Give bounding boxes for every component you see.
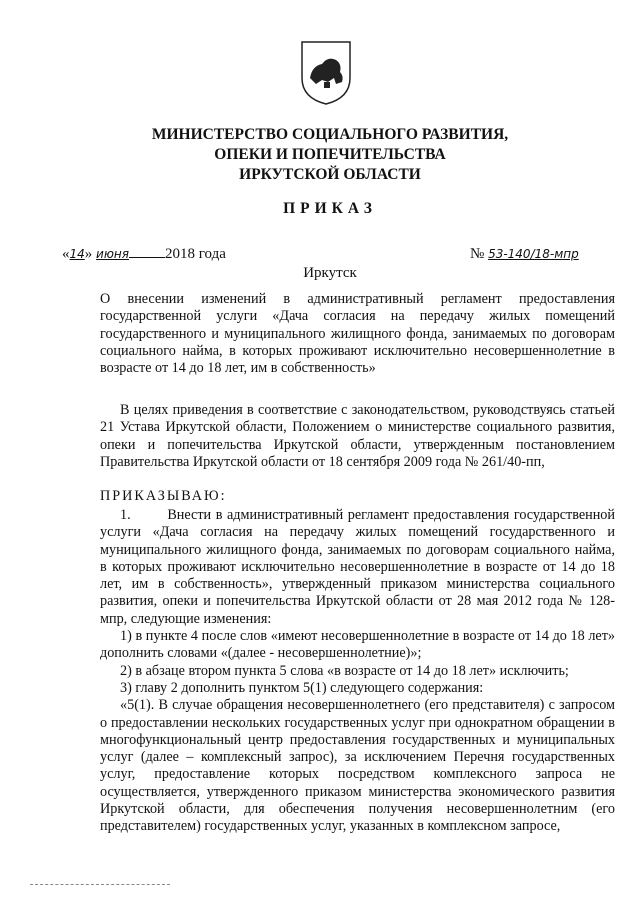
order-number-value: 53-140/18-мпр [488,247,579,261]
date-month: июня [96,247,129,261]
coat-of-arms-icon [298,38,354,106]
ministry-name-line3: ИРКУТСКОЙ ОБЛАСТИ [239,166,421,183]
footer-divider [30,884,170,885]
date-day: 14 [69,247,85,261]
ministry-name-line1: МИНИСТЕРСТВО СОЦИАЛЬНОГО РАЗВИТИЯ, [151,126,509,143]
order-items [100,507,615,836]
order-date [62,246,226,263]
date-year: 2018 года [165,246,226,262]
ministry-name-line2: ОПЕКИ И ПОПЕЧИТЕЛЬСТВА [214,146,446,163]
order-number-prefix: № [470,246,485,262]
order-number [470,246,579,263]
date-close-quote: » [84,246,93,262]
order-basis: В целях приведения в соответствие с законодательством, руководствуясь статьей 21 Устава Иркутской области, Положением о министерстве социального развития, опеки и попечительства Иркутской области, утвержденным постановлением Правительства Иркутской области от 18 сентября 2009 года № 261/40-пп, [100,402,615,470]
document-type: ПРИКАЗ [283,200,377,217]
order-item: 3) главу 2 дополнить пунктом 5(1) следующего содержания: [120,679,484,696]
order-item: 1. Внести в административный регламент предоставления государственной услуги «Дача согласия на передачу жилых помещений государственного и муниципального жилищного фонда, занимаемых по договорам социального найма, в которых проживают исключительно несовершеннолетние в возрасте от 14 до 18 лет, им в собственность», утвержденный приказом министерства социального развития, опеки и попечительства Иркутской области от 28 мая 2012 года № 128-мпр, следующие изменения: [100,507,615,627]
date-open-quote: « [62,246,70,262]
city: Иркутск [303,265,357,281]
order-item: «5(1). В случае обращения несовершеннолетнего (его представителя) с запросом о предоставлении нескольких государственных услуг при однократном обращении в многофункциональный центр предоставления государственных и муниципальных услуг (далее – комплексный запрос), за исключением Перечня государственных услуг, предоставление которых посредством комплексного запроса не осуществляется, утвержденного приказом министерства экономического развития Иркутской области, для обеспечения получения несовершеннолетним (его представителем) государственных услуг, указанных в комплексном запросе, [100,697,615,835]
order-item: 2) в абзаце втором пункта 5 слова «в возрасте от 14 до 18 лет» исключить; [120,662,569,679]
order-word: ПРИКАЗЫВАЮ: [100,488,227,504]
order-title: О внесении изменений в административный регламент предоставления государственной услуги «Дача согласия на передачу жилых помещений государственного и муниципального жилищного фонда, занимаемых по договорам социального найма, в которых проживают исключительно несовершеннолетние в возрасте от 14 до 18 лет, им в собственность» [100,291,615,377]
order-item: 1) в пункте 4 после слов «имеют несовершеннолетние в возрасте от 14 до 18 лет» дополнить словами «(далее - несовершеннолетние)»; [100,628,615,662]
